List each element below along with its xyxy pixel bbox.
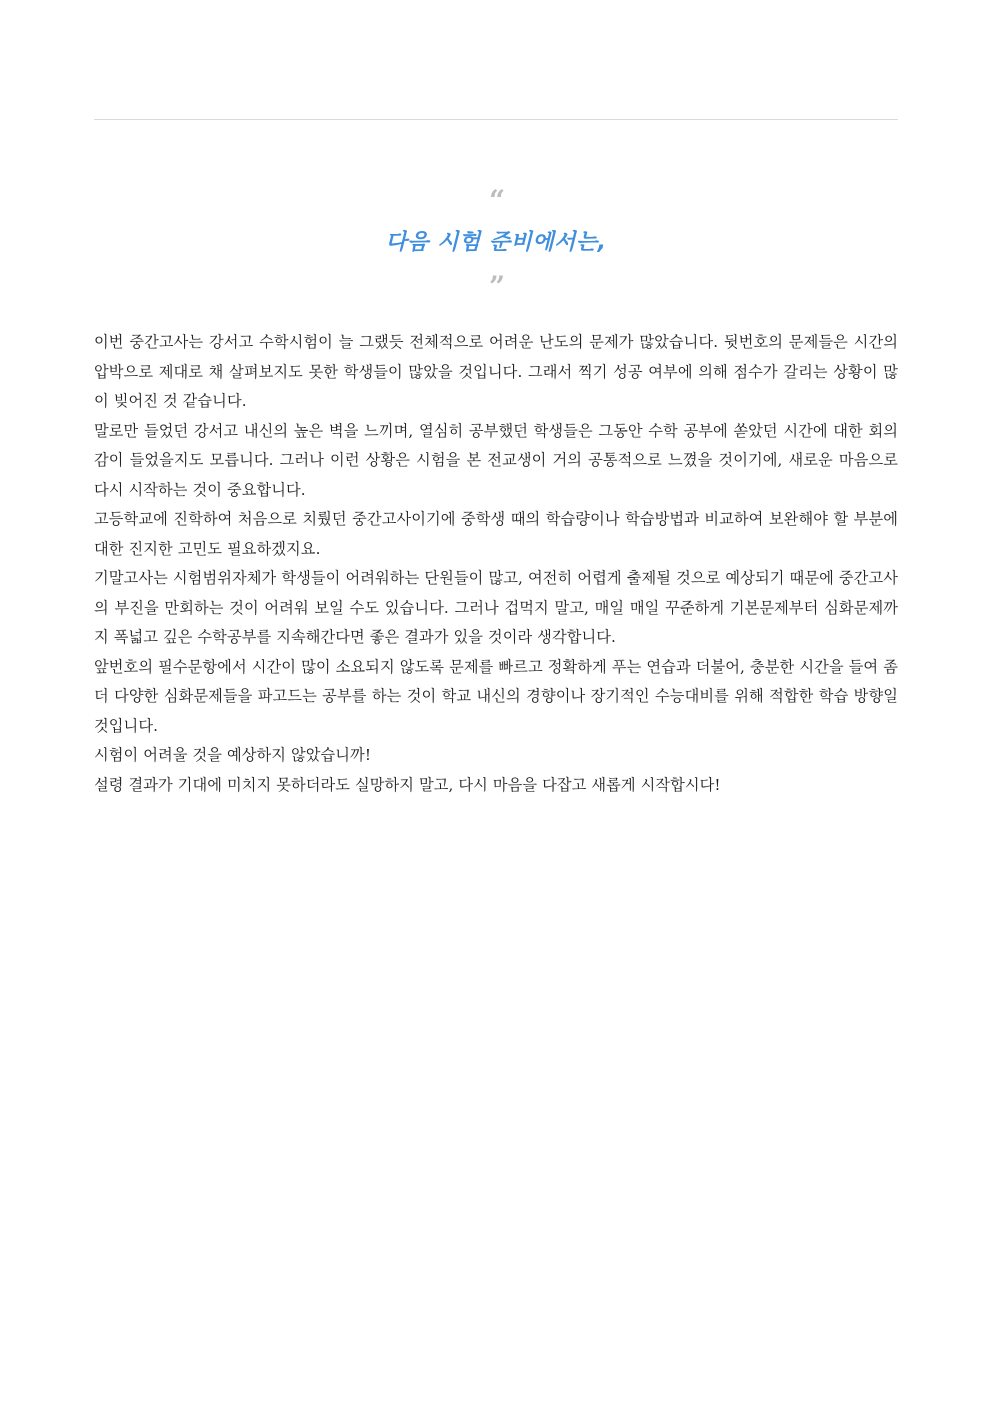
open-quote-icon: “ xyxy=(488,184,504,217)
close-quote-icon: ” xyxy=(488,270,504,303)
paragraph-7: 설령 결과가 기대에 미치지 못하더라도 실망하지 말고, 다시 마음을 다잡고 새롭게 시작합시다! xyxy=(94,775,721,794)
paragraph-3: 고등학교에 진학하여 처음으로 치뤘던 중간고사이기에 중학생 때의 학습량이나 학습방법과 비교하여 보완해야 할 부분에 대한 진지한 고민도 필요하겠지요. xyxy=(94,510,898,558)
pull-quote xyxy=(94,186,898,302)
top-divider xyxy=(94,119,898,120)
paragraph-2: 말로만 들었던 강서고 내신의 높은 벽을 느끼며, 열심히 공부했던 학생들은 그동안 수학 공부에 쏟았던 시간에 대한 회의감이 들었을지도 모릅니다. 그러나 이런 상황은 시험을 본 전교생이 거의 공통적으로 느꼈을 것이기에, 새로운 마음으로 다시 시작하는 것이 중요합니다. xyxy=(94,421,898,499)
paragraph-1: 이번 중간고사는 강서고 수학시험이 늘 그랬듯 전체적으로 어려운 난도의 문제가 많았습니다. 뒷번호의 문제들은 시간의 압박으로 제대로 채 살펴보지도 못한 학생들이 많았을 것입니다. 그래서 찍기 성공 여부에 의해 점수가 갈리는 상황이 많이 빚어진 것 같습니다. xyxy=(94,333,898,410)
section-title: 다음 시험 준비에서는, xyxy=(385,230,607,255)
paragraph-6: 시험이 어려울 것을 예상하지 않았습니까! xyxy=(94,746,372,764)
article-body xyxy=(94,328,898,800)
paragraph-5: 앞번호의 필수문항에서 시간이 많이 소요되지 않도록 문제를 빠르고 정확하게 푸는 연습과 더불어, 충분한 시간을 들여 좀 더 다양한 심화문제들을 파고드는 공부를 하는 것이 학교 내신의 경향이나 장기적인 수능대비를 위해 적합한 학습 방향일 것입니다. xyxy=(94,657,898,735)
paragraph-4: 기말고사는 시험범위자체가 학생들이 어려워하는 단원들이 많고, 여전히 어렵게 출제될 것으로 예상되기 때문에 중간고사의 부진을 만회하는 것이 어려워 보일 수도 있습니다. 그러나 겁먹지 말고, 매일 매일 꾸준하게 기본문제부터 심화문제까지 폭넓고 깊은 수학공부를 지속해간다면 좋은 결과가 있을 것이라 생각합니다. xyxy=(94,569,898,646)
